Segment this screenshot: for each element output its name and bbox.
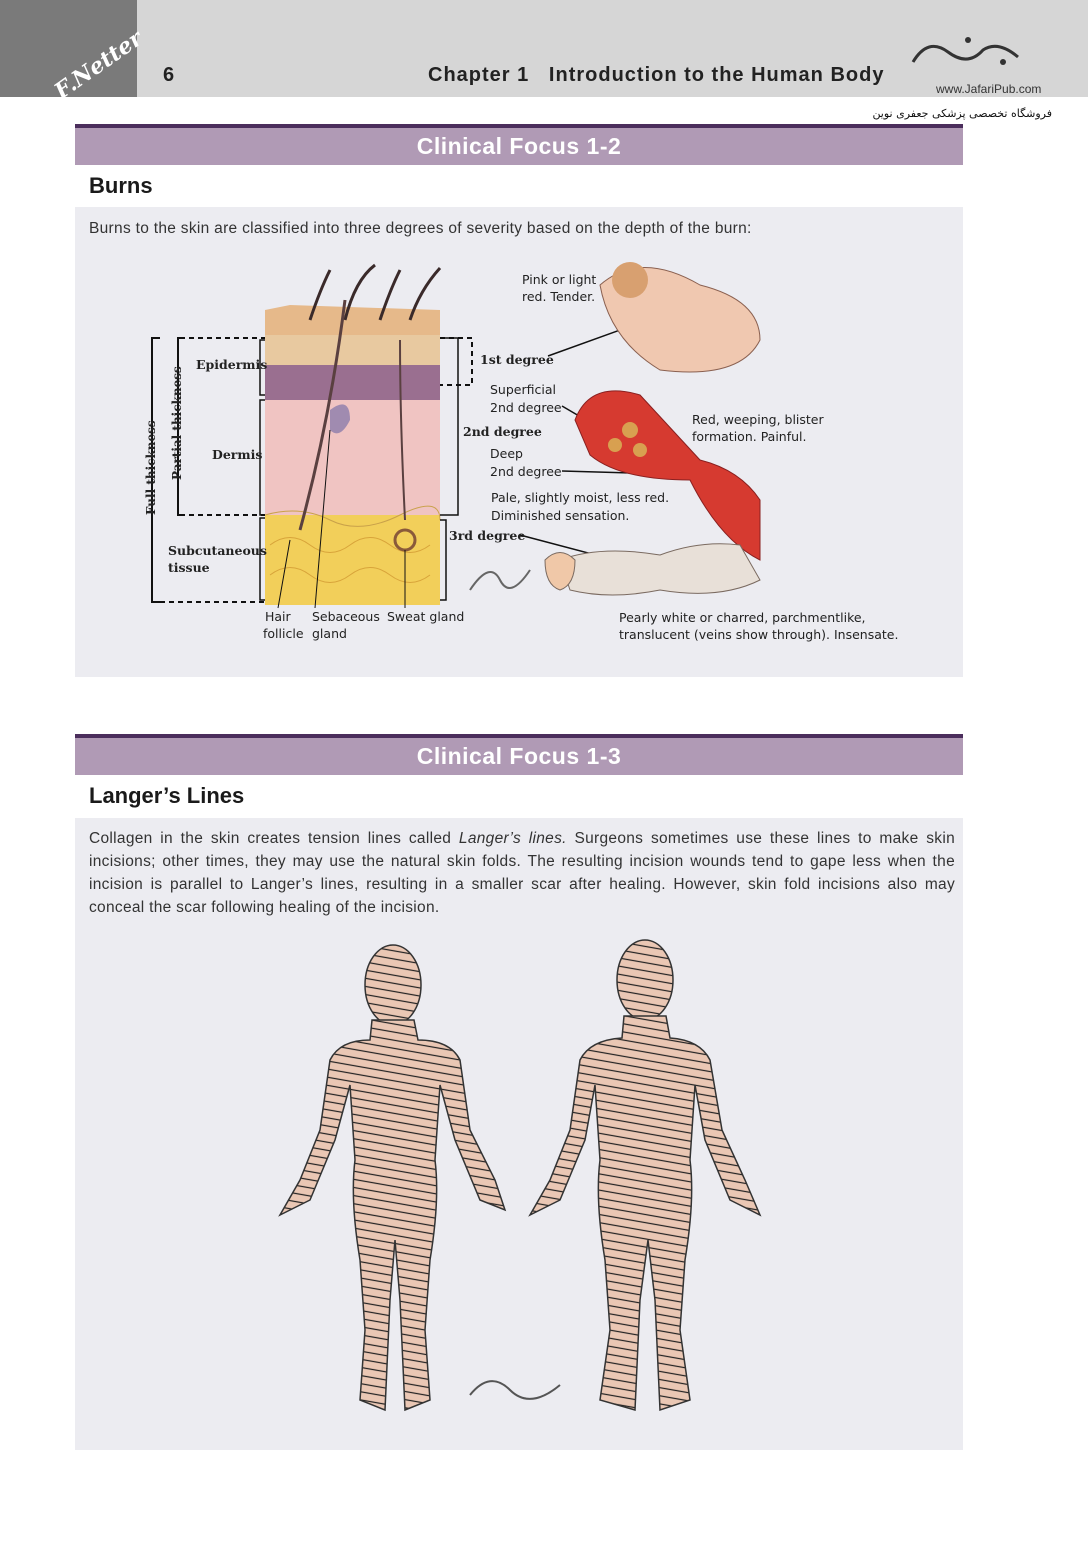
red-desc: Red, weeping, blister — [692, 412, 824, 427]
sweat-gland-label: Sweat gland — [387, 609, 465, 624]
epidermis-label: Epidermis — [196, 357, 268, 372]
superficial-label: Superficial — [490, 382, 556, 397]
pale-desc: Pale, slightly moist, less red. — [491, 490, 670, 505]
third-degree-label: 3rd degree — [449, 528, 526, 543]
chapter-title: Chapter 1 Introduction to the Human Body — [428, 64, 885, 86]
superficial-label-2: 2nd degree — [490, 400, 562, 415]
full-thickness-label: Full thickness — [144, 420, 158, 515]
subcutaneous-label: Subcutaneous — [168, 543, 267, 558]
red-desc-2: formation. Painful. — [692, 429, 807, 444]
deep-label: Deep — [490, 446, 523, 461]
sebaceous-label: Sebaceous — [312, 609, 380, 624]
watermark-text: فروشگاه تخصصی پزشکی جعفری نوین — [872, 107, 1052, 120]
dermis-label: Dermis — [212, 447, 263, 462]
watermark-url: www.JafariPub.com — [936, 82, 1042, 96]
page-number: 6 — [163, 64, 175, 86]
clinical-focus-title-2: Clinical Focus 1-3 — [416, 743, 622, 769]
follicle-label: follicle — [263, 626, 304, 641]
second-degree-label: 2nd degree — [463, 424, 542, 439]
pearly-desc-2: translucent (veins show through). Insensate. — [619, 627, 899, 642]
gland-label: gland — [312, 626, 347, 641]
section-subtitle: Burns — [89, 173, 153, 198]
back-body-figure — [530, 940, 760, 1410]
partial-thickness-label: Partial thickness — [170, 366, 184, 480]
netter-logo: F.Netter — [0, 0, 137, 97]
pale-desc-2: Diminished sensation. — [491, 508, 630, 523]
pearly-desc: Pearly white or charred, parchmentlike, — [619, 610, 866, 625]
deep-label-2: 2nd degree — [490, 464, 562, 479]
subcutaneous-label-2: tissue — [168, 560, 210, 575]
section-subtitle-2: Langer’s Lines — [89, 783, 245, 808]
intro-text: Burns to the skin are classified into three degrees of severity based on the depth of the burn: — [89, 220, 752, 237]
pink-desc-2: red. Tender. — [522, 289, 596, 304]
pink-desc: Pink or light — [522, 272, 597, 287]
hair-label: Hair — [265, 609, 291, 624]
front-body-figure — [280, 945, 505, 1410]
first-degree-label: 1st degree — [480, 352, 554, 367]
clinical-focus-title: Clinical Focus 1-2 — [416, 133, 622, 159]
langer-intro-text: Collagen in the skin creates tension lines called Langer’s lines. Surgeons sometimes use these lines to make skin incisions; other times, they may use the natural skin folds. The resulting incision wounds tend to gape less when the incision is parallel to Langer’s lines, resulting in a smaller scar after healing. However, skin fold incisions also may conceal the scar following healing of the incision. — [89, 830, 955, 916]
